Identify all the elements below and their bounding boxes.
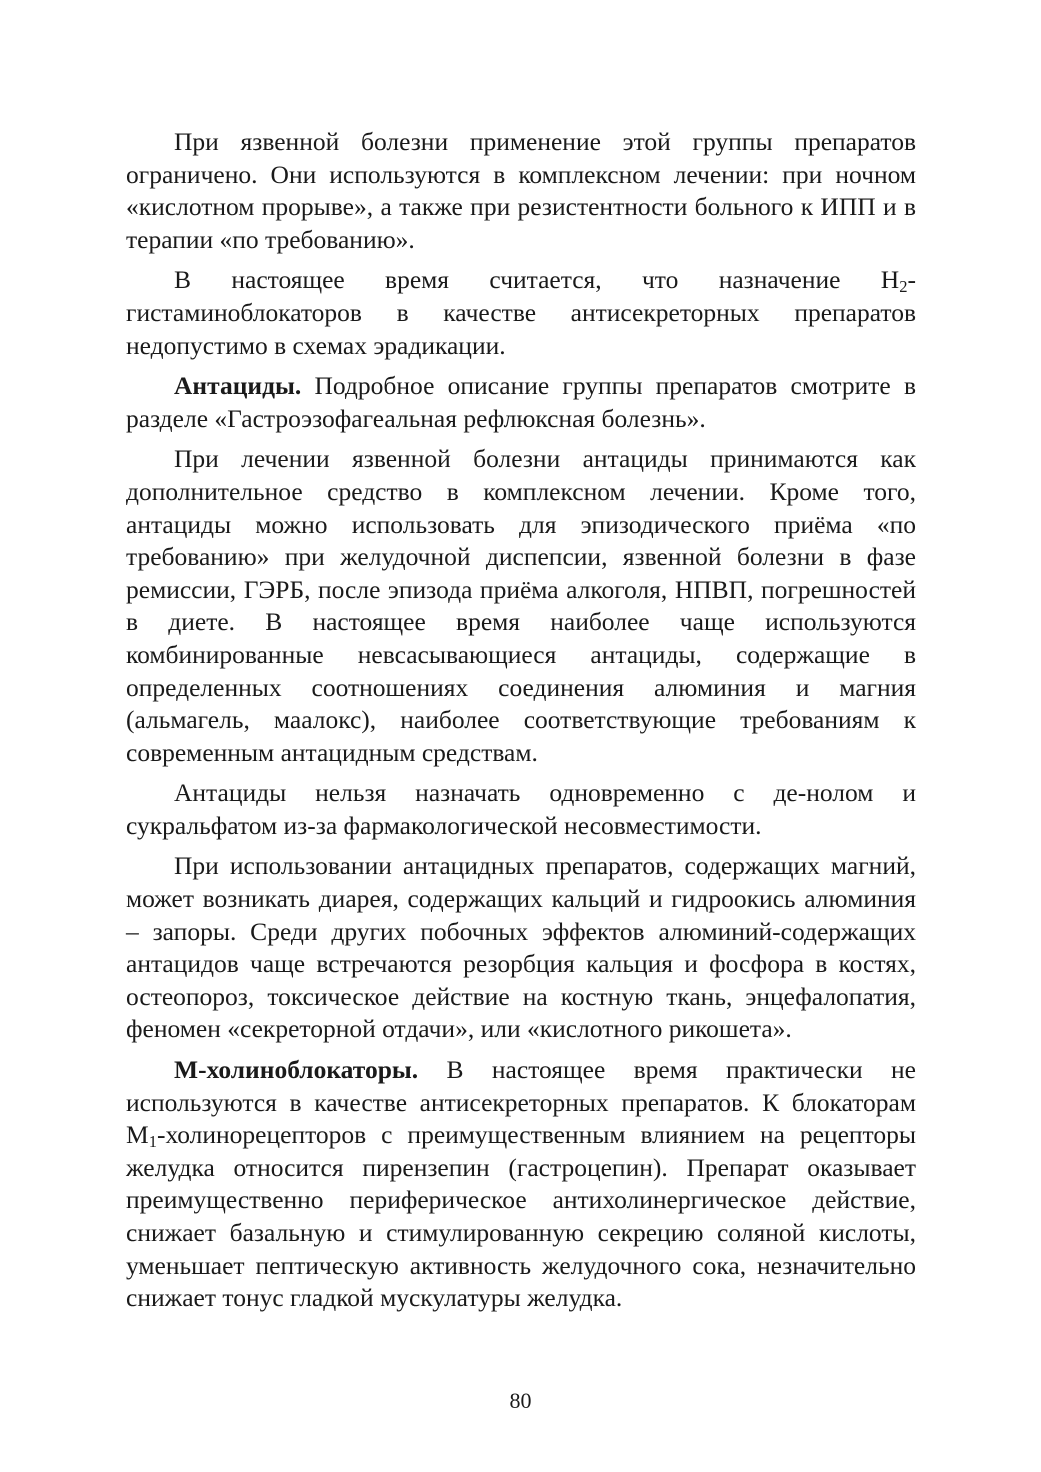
paragraph-h2-eradication (126, 264, 916, 362)
paragraph-antacids-heading (126, 370, 916, 435)
page-body (126, 126, 916, 1323)
paragraph-text: Подробное описание группы препаратов смотрите в разделе «Гастроэзофагеальная рефлюксная болезнь». (126, 371, 916, 433)
paragraph-text: В настоящее время практически не используются в качестве антисекреторных препаратов. К блокаторам М (126, 1055, 916, 1150)
paragraph-text: -холинорецепторов с преимущественным влиянием на рецепторы желудка относится пирензепин (гастроцепин). Препарат оказывает преимущественно периферическое антихолинергическое действие, снижает базальную и стимулированную секрецию соляной кислоты, уменьшает пептическую активность желудочного сока, незначительно снижает тонус гладкой мускулатуры желудка. (126, 1120, 916, 1313)
paragraph-text: Антациды нельзя назначать одновременно с де-нолом и сукральфатом из-за фармакологической несовместимости. (126, 778, 916, 840)
paragraph-m-cholinoblockers (126, 1054, 916, 1315)
paragraph-text: В настоящее время считается, что назначение Н (174, 265, 900, 295)
paragraph-antacids-side-effects (126, 850, 916, 1046)
paragraph-text: -гистаминоблокаторов в качестве антисекреторных препаратов недопустимо в схемах эрадикации. (126, 265, 916, 360)
page-number: 80 (509, 1388, 532, 1413)
paragraph-h2-blockers-usage (126, 126, 916, 256)
paragraph-text: При язвенной болезни применение этой группы препаратов ограничено. Они используются в комплексном лечении: при ночном «кислотном прорыве», а также при резистентности больного к ИПП и в терапии «по требованию». (126, 127, 916, 254)
section-term-antacids: Антациды. (174, 371, 302, 401)
paragraph-text: При лечении язвенной болезни антациды принимаются как дополнительное средство в комплексном лечении. Кроме того, антациды можно использовать для эпизодического приёма «по требованию» при желудочной диспепсии, язвенной болезни в фазе ремиссии, ГЭРБ, после эпизода приёма алкоголя, НПВП, погрешностей в диете. В настоящее время наиболее чаще используются комбинированные невсасывающиеся антациды, содержащие в определенных соотношениях соединения алюминия и магния (альмагель, маалокс), наиболее соответствующие требованиям к современным антацидным средствам. (126, 444, 916, 767)
subscript: 2 (899, 277, 908, 297)
paragraph-antacids-treatment (126, 443, 916, 769)
subscript: 1 (148, 1132, 157, 1152)
section-term-m-cholinoblockers: М-холиноблокаторы. (174, 1055, 419, 1085)
paragraph-text: При использовании антацидных препаратов, содержащих магний, может возникать диарея, содержащих кальций и гидроокись алюминия – запоры. Среди других побочных эффектов алюминий-содержащих антацидов чаще встречаются резорбция кальция и фосфора в костях, остеопороз, токсическое действие на костную ткань, энцефалопатия, феномен «секреторной отдачи», или «кислотного рикошета». (126, 851, 916, 1044)
paragraph-antacids-incompatibility (126, 777, 916, 842)
